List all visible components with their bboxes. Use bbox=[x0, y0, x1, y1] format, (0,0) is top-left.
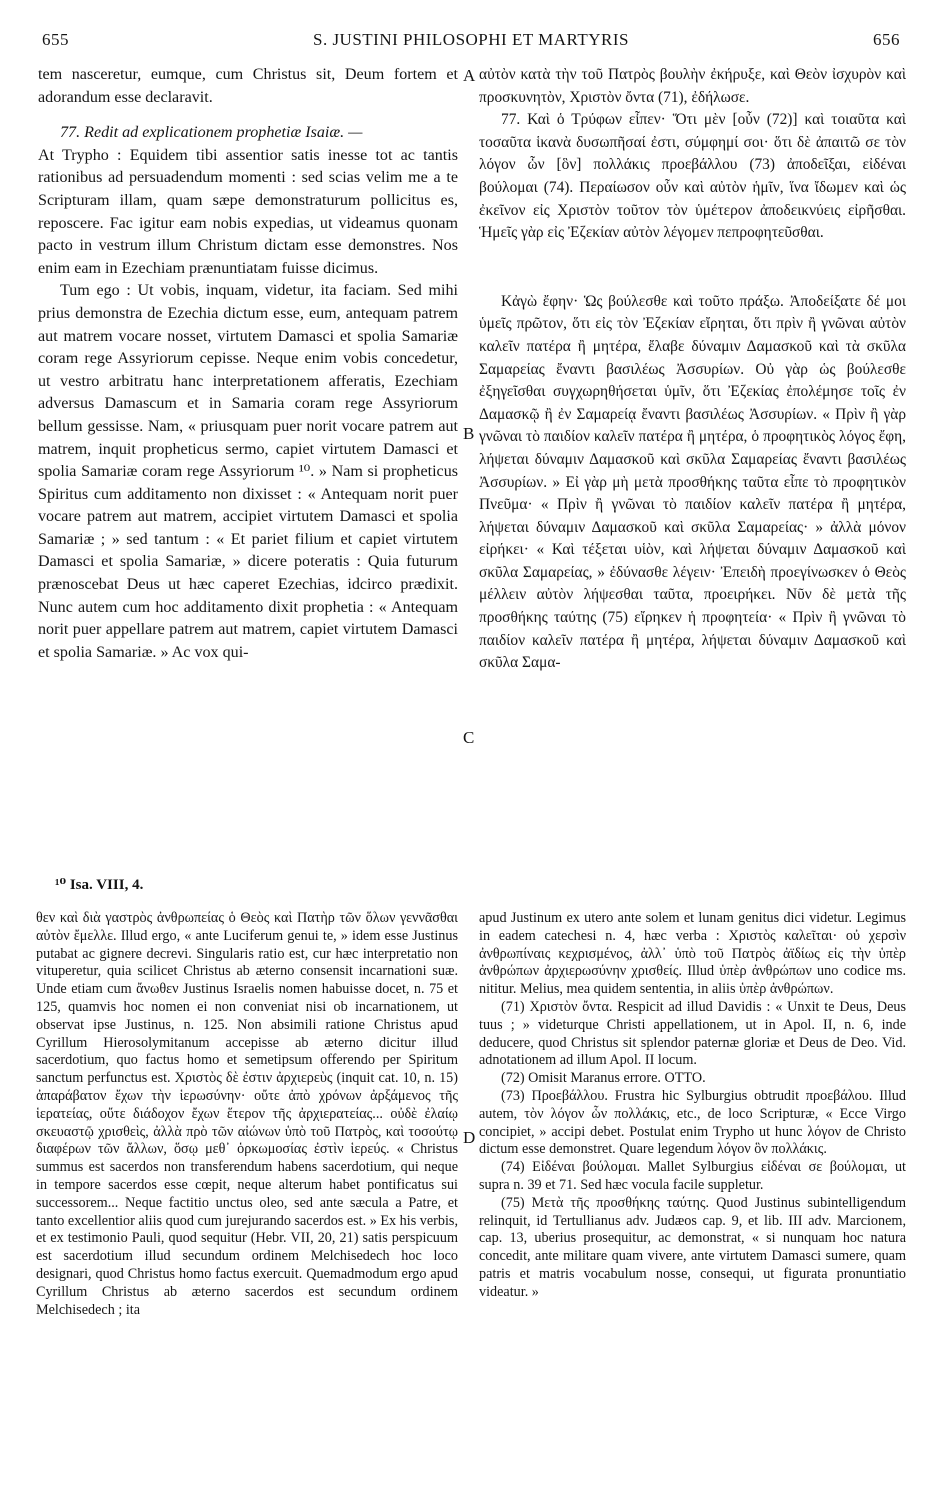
note-73: (73) Προεβάλλου. Frustra hic Sylburgius obtrudit προεβάλου. Illud autem, τὸν λόγον ὧν πολλάκις, etc., de loco Scripturæ, « Ecce Virgo concipiet, » accipi debet. Postulat enim Trypho ut hunc λόγον de Christo dictum esse demonstret. Quare legendum λόγον ὃν πολλάκις. bbox=[479, 1087, 906, 1158]
greek-paragraph-1: αὐτὸν κατὰ τὴν τοῦ Πατρὸς βουλὴν ἐκήρυξε, καὶ Θεὸν ἰσχυρὸν καὶ προσκυνητὸν, Χριστὸν ὄντα (71), ἐδήλωσε. bbox=[479, 66, 906, 106]
latin-column bbox=[38, 64, 458, 664]
note-74: (74) Εἰδέναι βούλομαι. Mallet Sylburgius εἰδέναι σε βούλομαι, ut supra n. 39 et 71. Sed hæc vocula facile suppletur. bbox=[479, 1159, 906, 1193]
margin-marker-a: A bbox=[463, 66, 476, 85]
note-continuation-right: apud Justinum ex utero ante solem et lunam genitus dici videtur. Legimus in eadem catechesi n. 4, hæc verba : Χριστὸς καλεῖται· οὐ χερσὶν ἀνθρωπίναις κεχρισμένος, ἀλλ᾽ ὑπὸ τοῦ Πατρὸς ἀϊδίως εἰς τὴν ὑπὲρ ἀνθρώπων ἀρχιερωσύνην χρισθείς. Illud ὑπὲρ ἀνθρώπων uno codice ms. nititur. Melius, mea quidem sententia, in aliis ὑπὲρ ἀνθρώπων. bbox=[479, 910, 906, 998]
page-number-left: 655 bbox=[42, 30, 69, 49]
notes-left-column bbox=[36, 910, 458, 1319]
note-75: (75) Μετὰ τῆς προσθήκης ταύτης. Quod Justinus subintelligendum relinquit, id Tertullianus adv. Judæos cap. 9, et lib. III adv. Marcionem, cap. 13, uberius prosequitur, ac demonstrat, « si nunquam hoc natura concedit, ante militare quam vivere, ante virtutem Damasci sumere, quam patris et matris vocabulum nosse, consequi, ut figurata pronuntiatio videatur. » bbox=[479, 1194, 906, 1300]
latin-paragraph-3: Tum ego : Ut vobis, inquam, videtur, ita faciam. Sed mihi prius demonstra de Ezechia dictum esse, eum, antequam patrem aut matrem vocare nosset, virtutem Damasci et spolia Samariæ coram rege Assyriorum cepisse. Neque enim vobis concedetur, ut vestro arbitratu hanc interpretationem afferatis, Ezechiam adversus Damascum et in Samaria coram rege Assyriorum bellum gessisse. Nam, « priusquam puer norit vocare patrem aut matrem, inquit propheticus sermo, capiet virtutem Damasci et spolia Samariæ coram rege Assyriorum ¹⁰. » Nam si propheticus Spiritus cum additamento non dixisset : « Antequam norit puer vocare patrem aut matrem, accipiet virtutem Damasci et spolia Samariæ ; » sed tantum : « Et pariet filium et capiet virtutem Damasci et spolia Samariæ, » dicere poteratis : Quia futurum prænoscebat Deus ut hæc caperet Ezechias, idcirco prædixit. Nunc autem cum hoc additamento dixit prophetia : « Antequam norit puer appellare patrem aut matrem, capiet virtutem Damasci et spolia Samariæ. » Ac vox qui- bbox=[38, 282, 458, 661]
running-header bbox=[42, 30, 900, 60]
latin-paragraph-2: At Trypho : Equidem tibi assentior satis inesse tot ac tantis rationibus ad persuadendum momenti : sed scias velim me a te Scripturam illam, quam sæpe demonstraturum pollicitus es, reposcere. Fac igitur eam nobis expedias, ut videamus quonam pacto in vestrum illum Christum dictam esse demonstres. Nos enim eam in Ezechiam prænuntiatam fuisse dicimus. bbox=[38, 146, 458, 277]
greek-paragraph-3: Κἀγὼ ἔφην· Ὡς βούλεσθε καὶ τοῦτο πράξω. Ἀποδείξατε δέ μοι ὑμεῖς πρῶτον, ὅτι εἰς τὸν Ἐζεκίαν εἴρηται, ὅτι πρὶν ἢ γνῶναι αὐτὸν καλεῖν πατέρα ἢ μητέρα, ἔλαβε δύναμιν Δαμασκοῦ καὶ τὰ σκῦλα Σαμαρείας ἔναντι βασιλέως Ἀσσυρίων. Οὐ γὰρ ὡς βούλεσθε ἐξηγεῖσθαι συγχωρηθήσεται ὑμῖν, ὅτι Ἐζεκίας ἐπολέμησε τοῖς ἐν Δαμασκῷ ἢ ἐν Σαμαρείᾳ ἔναντι βασιλέως Ἀσσυρίων. « Πρὶν ἢ γὰρ γνῶναι τὸ παιδίον καλεῖν πατέρα ἢ μητέρα, ὁ προφητικὸς λόγος ἔφη, λήψεται δύναμιν Δαμασκοῦ καὶ σκῦλα Σαμαρείας ἔναντι βασιλέως Ἀσσυρίων. » Εἰ γὰρ μὴ μετὰ προσθήκης ταῦτα εἶπε τὸ προφητικὸν Πνεῦμα· « Πρὶν ἢ γνῶναι τὸ παιδίον καλεῖν πατέρα ἢ μητέρα, λήψεται δύναμιν Δαμασκοῦ καὶ σκῦλα Σαμαρείας· » ἀλλὰ μόνον εἰρήκει· « Καὶ τέξεται υἱὸν, καὶ λήψεται δύναμιν Δαμασκοῦ καὶ σκῦλα Σαμαρείας, » ἐδύνασθε λέγειν· Ἐπειδὴ προεγίνωσκεν ὁ Θεὸς μέλλειν αὐτὸν λήψεσθαι ταῦτα, προειρήκει. Νῦν δὲ μετὰ τῆς προσθήκης ταύτης (75) εἴρηκεν ἡ προφητεία· « Πρὶν ἢ γνῶναι τὸ παιδίον καλεῖν πατέρα ἢ μητέρα, λήψεται δύναμιν Δαμασκοῦ καὶ σκῦλα Σαμα- bbox=[479, 292, 906, 672]
running-title: S. JUSTINI PHILOSOPHI ET MARTYRIS bbox=[312, 30, 629, 49]
margin-marker-d: D bbox=[463, 1128, 476, 1147]
margin-marker-b: B bbox=[463, 424, 475, 443]
note-72: (72) Omisit Maranus errore. OTTO. bbox=[501, 1070, 706, 1087]
page-number-right: 656 bbox=[873, 30, 900, 49]
greek-column bbox=[479, 64, 906, 675]
section-heading: 77. Redit ad explicationem prophetiæ Isaiæ. — bbox=[60, 124, 363, 142]
note-71: (71) Χριστὸν ὄντα. Respicit ad illud Davidis : « Unxit te Deus, Deus tuus ; » videturque Christi appellationem, ut in Apol. II, n. 6, inde deducere, quod Christus sit splendor paternæ gloriæ et Deus de Deo. Vid. adnotationem ad illum Apol. II locum. bbox=[479, 998, 906, 1069]
scripture-footnote: ¹⁰ Isa. VIII, 4. bbox=[55, 877, 144, 893]
notes-right-column bbox=[479, 910, 906, 1302]
greek-paragraph-2: 77. Καὶ ὁ Τρύφων εἶπεν· Ὅτι μὲν [οὖν (72)] καὶ τοιαῦτα καὶ τοσαῦτα ἱκανὰ δυσωπῆσαί ἐστι, σύμφημί σοι· ὅτι δὲ ἀπαιτῶ σε τὸν λόγον ὧν [ὃν] πολλάκις προεβάλλου (73) ἀποδεῖξαι, εἰδέναι βούλομαι (74). Περαίωσον οὖν καὶ αὐτὸν ἡμῖν, ἵνα ἴδωμεν καὶ ὡς ἐκεῖνον εἰς Χριστὸν τοῦτον τὸν ὑμέτερον ἀποδεικνύεις εἰρῆσθαι. Ἡμεῖς γὰρ εἰς Ἐζεκίαν αὐτὸν λέγομεν πεπροφητεῦσθαι. bbox=[479, 111, 906, 242]
note-continuation-left: θεν καὶ διὰ γαστρὸς ἀνθρωπείας ὁ Θεὸς καὶ Πατὴρ τῶν ὅλων γεννᾶσθαι αὐτὸν ἔμελλε. Illud ergo, « ante Luciferum genui te, » idem esse Justinus putabat ac gignere decrevi. Singularis ratio est, cur hæc interpretatio non vituperetur, quia scilicet Christus ab æterno consensit incarnationi suæ. Unde etiam cum ἄνωθεν Justinus Israelis nomen habuisse docet, n. 75 et 125, quamvis hoc nomen ei non conveniat nisi ob incarnationem, ut observat ipse Justinus, n. 125. Non absimili ratione Christus apud Cyrillum Hierosolymitanum accepisse ab æterno dicitur illud sacerdotium, quo factus homo et semetipsum offerendo per Spiritum sanctum perfunctus est. Χριστὸς δὲ ἐστιν ἀρχιερεὺς (inquit cat. 10, n. 15) ἀπαράβατον ἔχων τὴν ἱερωσύνην· οὔτε ἀπὸ χρόνων ἀρξάμενος τῆς ἱερατείας, οὔτε διάδοχον ἔχων ἕτερον τῆς ἀρχιερατείας... οὐδὲ ἐλαίῳ σκευαστῷ χρισθεὶς, ἀλλὰ πρὸ τῶν αἰώνων ὑπὸ τοῦ Πατρὸς, καὶ τοσούτῳ διαφέρων τῶν ἄλλων, ὅσῳ μεθ᾽ ὁρκωμοσίας ἐστὶν ἱερεύς. « Christus summus est sacerdos non transferendum habens sacerdotium, qui neque in tempore sacerdos esse cœpit, neque alterum habet pontificatus sui successorem... Neque factitio unctus oleo, sed ante sæcula a Patre, et tanto excellentior aliis quod cum jurejurando sacerdos est. » Ex his verbis, et ex testimonio Pauli, quod sequitur (Hebr. VII, 20, 21) satis perspicuum est sacerdotium illud secundum ordinem Melchisedech hoc loco designari, quod Christus homo factus exercuit. Quemadmodum ergo apud Cyrillum Christus ab æterno sacerdos est secundum ordinem Melchisedech ; ita bbox=[36, 910, 458, 1318]
margin-marker-c: C bbox=[463, 728, 475, 747]
latin-paragraph-1: tem nasceretur, eumque, cum Christus sit, Deum fortem et adorandum esse declaravit. bbox=[38, 66, 458, 106]
